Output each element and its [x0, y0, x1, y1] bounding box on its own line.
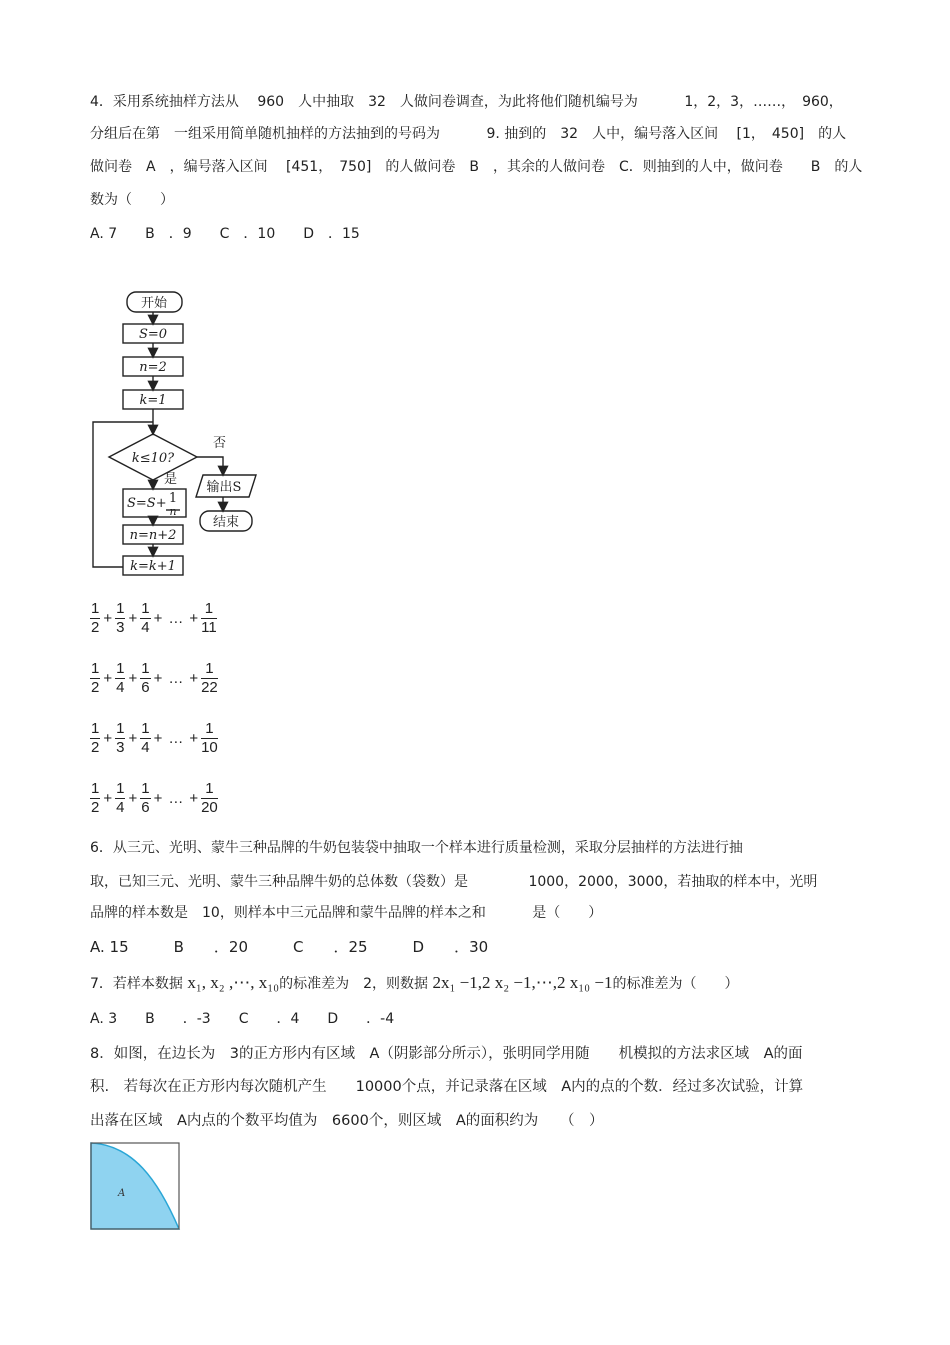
q4-line-3: 做问卷 A ，编号落入区间 [451， 750] 的人做问卷 B ，其余的人做问卷 C．则抽到的人中，做问卷 B 的人: [90, 159, 863, 175]
flow-update-s-num: 1: [168, 491, 178, 506]
q8-line-3: 出落在区域 A内点的个数平均值为 6600个，则区域 A的面积约为 （ ）: [90, 1113, 604, 1129]
q7-options: A. 3 B ．-3 C ．4 D ．-4: [90, 1011, 395, 1027]
flow-update-s-den: n: [169, 505, 177, 518]
q8-figure: [88, 1140, 183, 1235]
flow-k1-text: k=1: [139, 393, 167, 408]
flow-no-label: 否: [213, 436, 227, 451]
q6-line-3: 品牌的样本数是 10，则样本中三元品牌和蒙牛品牌的样本之和 是（ ）: [90, 905, 603, 921]
flow-output-text: 输出S: [206, 480, 242, 495]
q7-data-2: 2x₁ −1,2 x₂ −1,⋯,2 x₁₀ −1: [432, 973, 613, 992]
q6-options: A. 15 B ．20 C ．25 D ．30: [90, 938, 489, 956]
q4-line-2: 分组后在第 一组采用简单随机抽样的方法抽到的号码为 9. 抽到的 32 人中，编号落入区间 [1， 450] 的人: [90, 126, 847, 142]
q8-line-2: 积. 若每次在正方形内每次随机产生 10000个点，并记录落在区域 A内的点的个数．经过多次试验，计算: [90, 1079, 804, 1095]
q8-line-1: 8．如图，在边长为 3的正方形内有区域 A（阴影部分所示），张明同学用随 机模拟的方法求区域 A的面: [90, 1046, 803, 1062]
q7-mid: 的标准差为 2，则数据: [279, 976, 429, 992]
region-a-label: A: [118, 1188, 126, 1199]
flow-yes-label: 是: [164, 472, 178, 487]
flow-end-text: 结束: [212, 515, 240, 530]
flowchart: [90, 285, 290, 590]
flow-condition-text: k≤10?: [131, 451, 175, 466]
q7-data-1: x₁, x₂ ,⋯, x₁₀: [187, 973, 280, 992]
flow-update-n-text: n=n+2: [129, 528, 177, 543]
q6-line-2: 取，已知三元、光明、蒙牛三种品牌牛奶的总体数（袋数）是 1000，2000，3000，若抽取的样本中，光明: [90, 874, 818, 890]
q4-line-4: 数为（ ）: [90, 192, 174, 208]
q5-option-c: $\frac{1}{2}$ + $\frac{1}{3}$ + $\frac{1}{4}$ + … + $\frac{1}{10}$: [91, 720, 218, 756]
q7-stem: [90, 973, 738, 994]
q6-line-1: 6．从三元、光明、蒙牛三种品牌的牛奶包装袋中抽取一个样本进行质量检测，采取分层抽样的方法进行抽: [90, 840, 743, 856]
q5-option-a: $\frac{1}{2}$ + $\frac{1}{3}$ + $\frac{1}{4}$ + … + $\frac{1}{11}$: [91, 600, 217, 636]
flow-start-text: 开始: [140, 296, 168, 311]
q5-option-b: $\frac{1}{2}$ + $\frac{1}{4}$ + $\frac{1}{6}$ + … + $\frac{1}{22}$: [91, 660, 218, 696]
q5-option-d: $\frac{1}{2}$ + $\frac{1}{4}$ + $\frac{1}{6}$ + … + $\frac{1}{20}$: [91, 780, 218, 816]
flow-s0-text: S=0: [138, 327, 168, 342]
q4-line-1: 4．采用系统抽样方法从 960 人中抽取 32 人做问卷调查，为此将他们随机编号为 1，2，3，……， 960，: [90, 94, 843, 110]
q7-suffix: 的标准差为（ ）: [612, 976, 739, 992]
flow-update-k-text: k=k+1: [130, 559, 176, 574]
flow-update-s-text: S=S+: [127, 496, 167, 511]
flow-n2-text: n=2: [139, 360, 167, 375]
region-a-shaded: [91, 1143, 179, 1229]
q4-options: A. 7 B ．9 C ．10 D ．15: [90, 226, 360, 242]
q7-prefix: 7．若样本数据: [90, 976, 183, 992]
